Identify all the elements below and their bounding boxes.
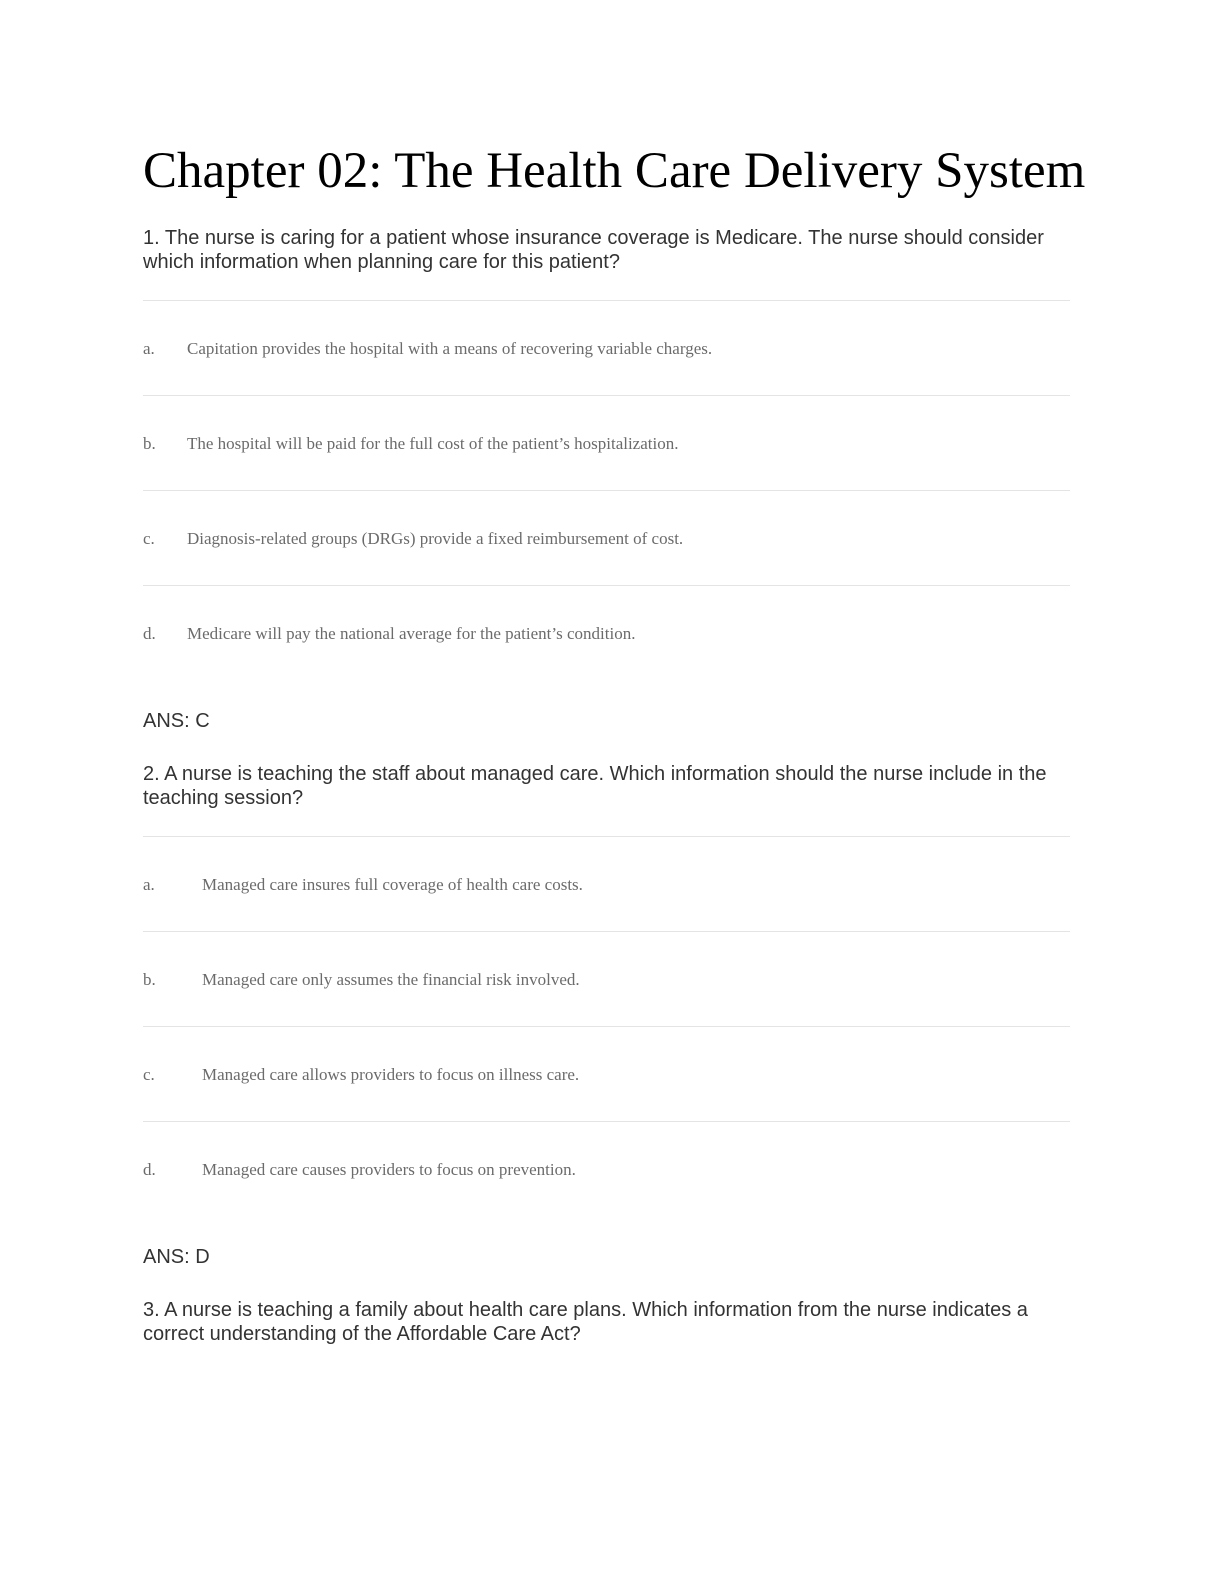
question-1-option-d [143, 585, 1070, 680]
question-1-option-a [143, 300, 1070, 395]
option-text: Medicare will pay the national average for the patient’s condition. [187, 624, 636, 643]
option-text: Managed care allows providers to focus on illness care. [202, 1065, 580, 1084]
question-2-option-b [143, 931, 1070, 1026]
question-1-answer: ANS: C [143, 710, 210, 732]
question-1-option-c [143, 490, 1070, 585]
option-text: Managed care only assumes the financial risk involved. [202, 970, 580, 989]
option-text: Managed care insures full coverage of health care costs. [202, 875, 583, 894]
question-2-option-a [143, 836, 1070, 931]
option-text: Diagnosis-related groups (DRGs) provide a fixed reimbursement of cost. [187, 529, 684, 548]
chapter-title: Chapter 02: The Health Care Delivery System [143, 143, 1086, 199]
option-letter: b. [143, 434, 156, 453]
option-letter: c. [143, 1065, 155, 1084]
question-2-option-c [143, 1026, 1070, 1121]
question-1-prompt: 1. The nurse is caring for a patient whose insurance coverage is Medicare. The nurse should consider which information when planning care for this patient? [143, 227, 1044, 273]
option-text: Managed care causes providers to focus on prevention. [202, 1160, 576, 1179]
question-1-options [143, 300, 1070, 680]
question-3-prompt: 3. A nurse is teaching a family about health care plans. Which information from the nurse indicates a correct understanding of the Affordable Care Act? [143, 1299, 1028, 1345]
option-letter: d. [143, 624, 156, 643]
option-letter: a. [143, 875, 155, 894]
question-2-prompt: 2. A nurse is teaching the staff about managed care. Which information should the nurse include in the teaching session? [143, 763, 1047, 809]
option-letter: c. [143, 529, 155, 548]
option-text: The hospital will be paid for the full cost of the patient’s hospitalization. [187, 434, 679, 453]
question-1-option-b [143, 395, 1070, 490]
question-2-options [143, 836, 1070, 1216]
question-2-answer: ANS: D [143, 1246, 210, 1268]
option-letter: d. [143, 1160, 156, 1179]
option-letter: b. [143, 970, 156, 989]
option-text: Capitation provides the hospital with a means of recovering variable charges. [187, 339, 713, 358]
question-2-option-d [143, 1121, 1070, 1216]
option-letter: a. [143, 339, 155, 358]
